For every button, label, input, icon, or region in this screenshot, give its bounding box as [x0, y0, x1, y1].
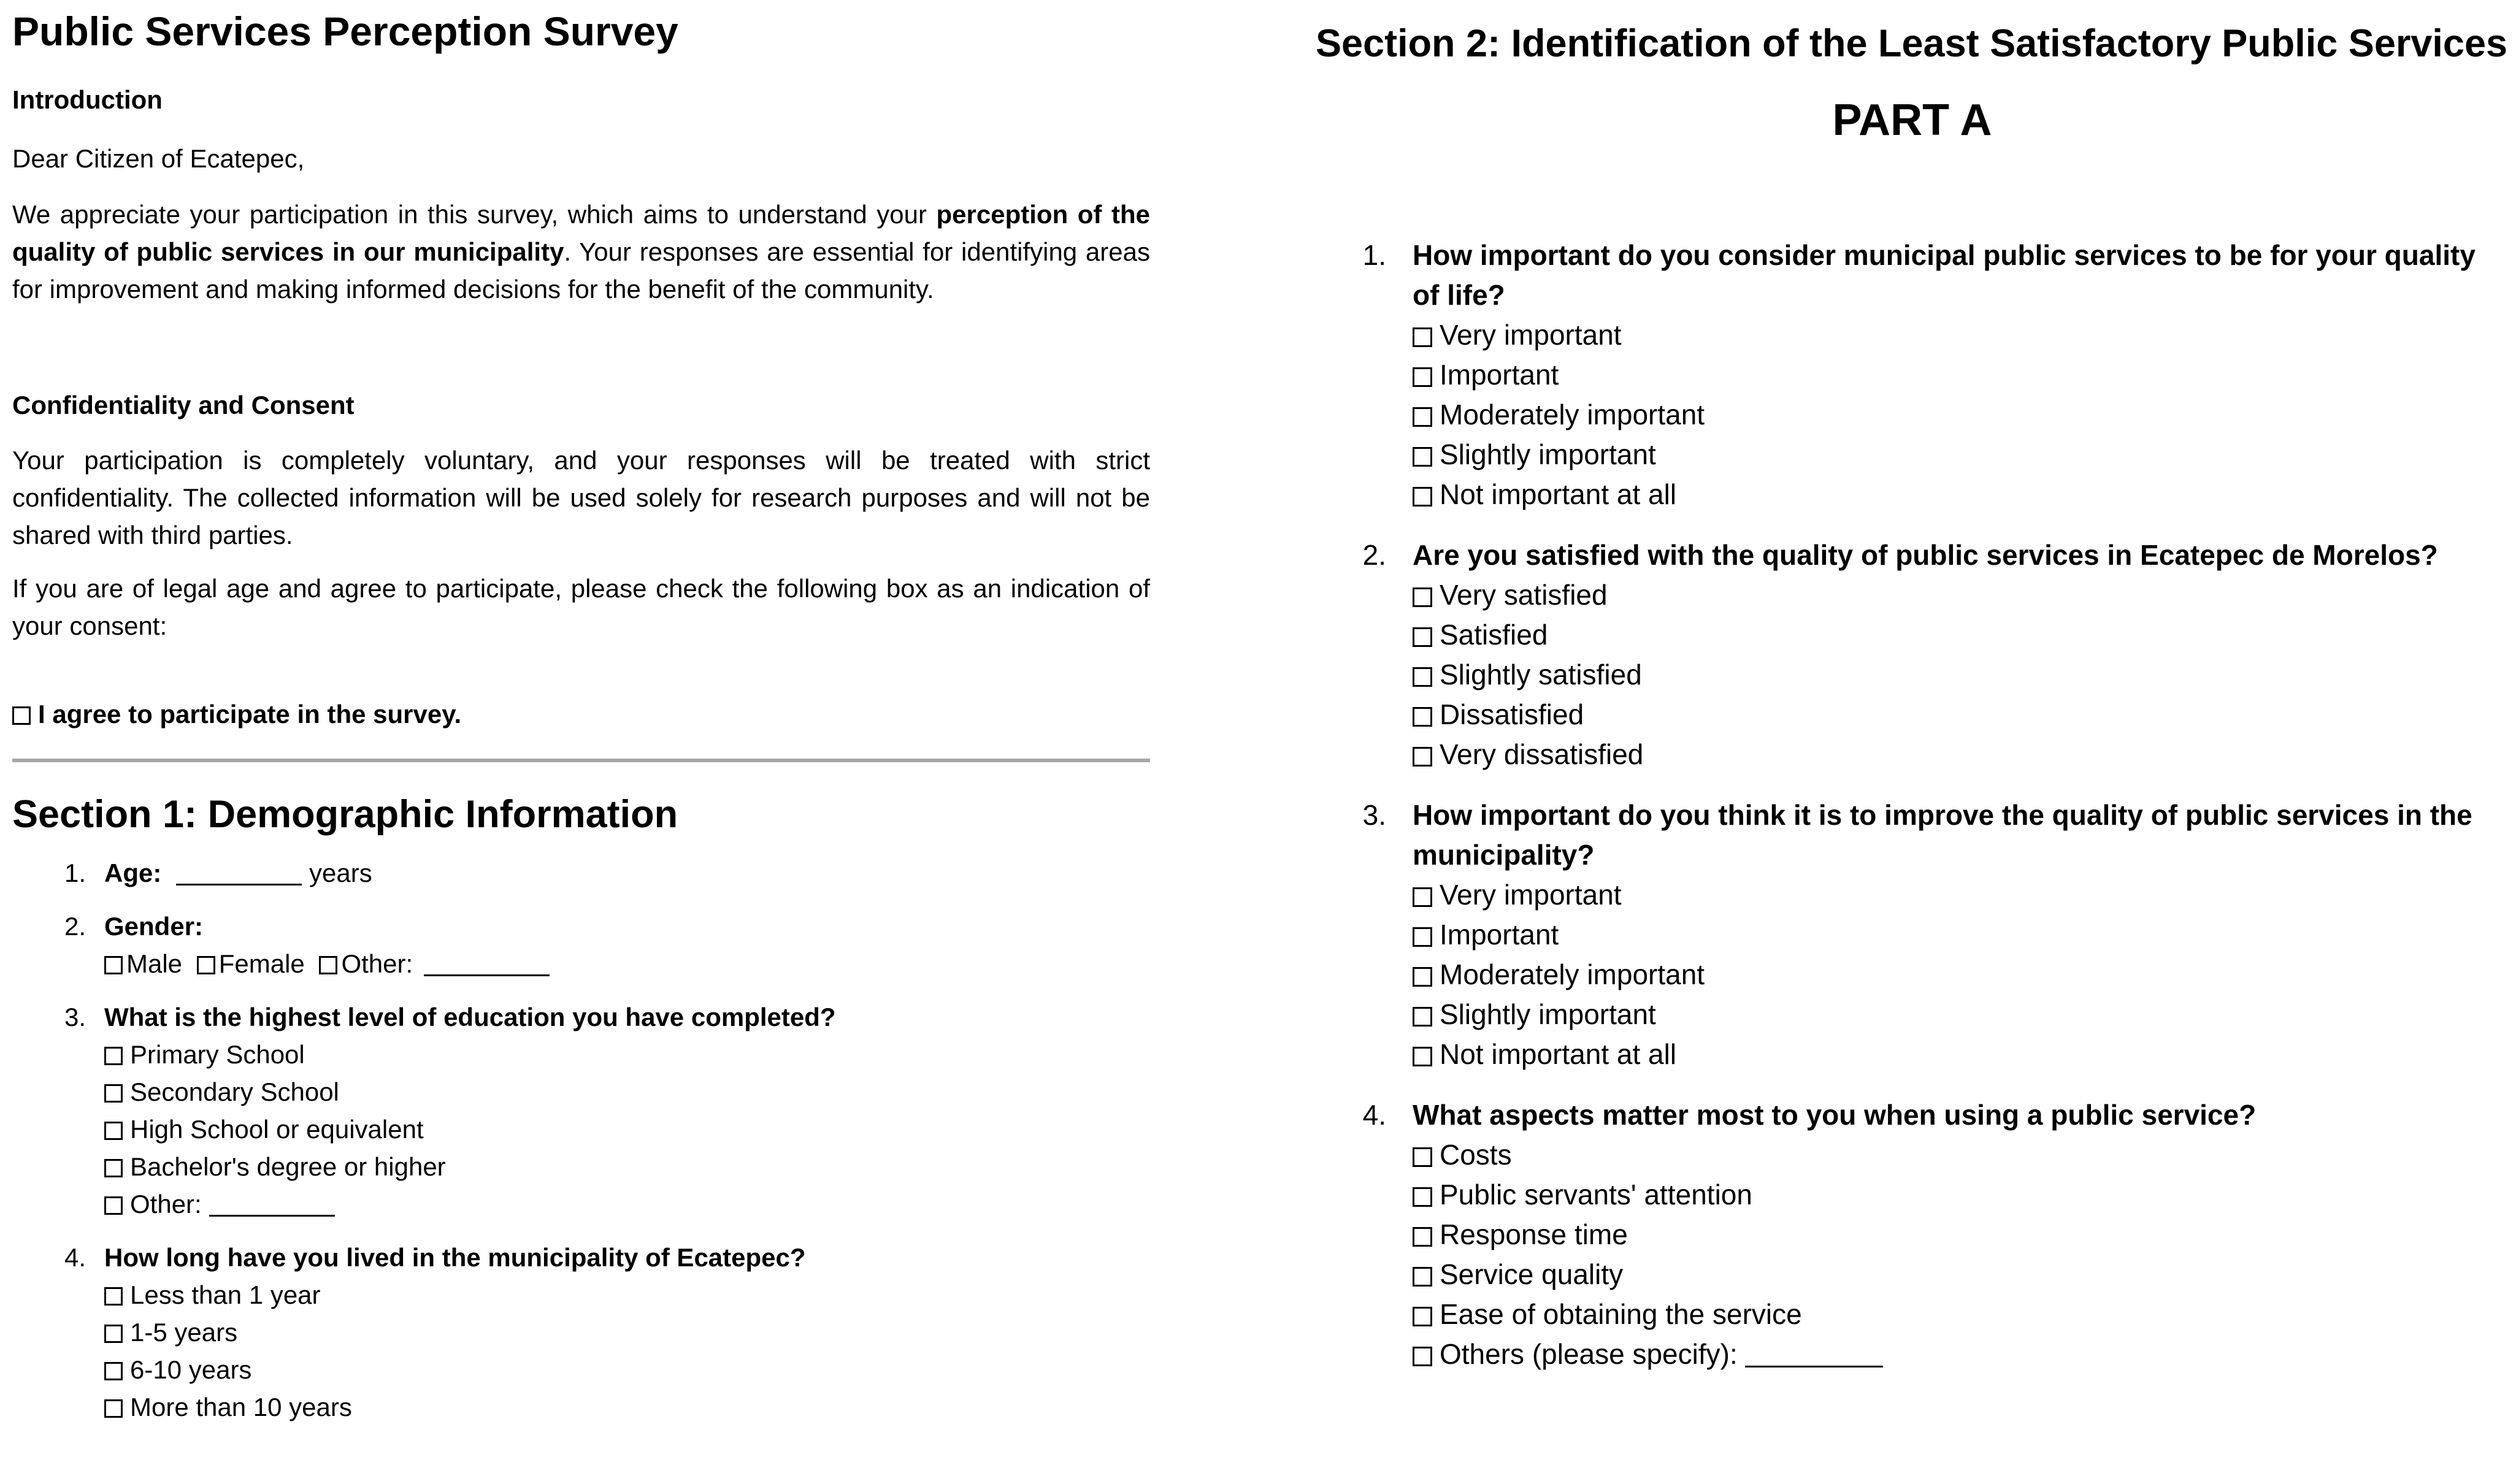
question-age: 1. Age: years — [64, 859, 372, 887]
checkbox-male[interactable] — [104, 956, 123, 974]
option-improve-moderately[interactable]: Moderately important — [1413, 955, 2509, 995]
option-others[interactable]: Others (please specify): — [1413, 1334, 2509, 1374]
intro-paragraph: We appreciate your participation in this survey, which aims to understand your perception of the quality of public services in our municipality. Your responses are essential for identifying areas for improvement and making informed decisions for the benefit of the community. — [12, 200, 1150, 304]
question-residence: 4. How long have you lived in the municipality of Ecatepec? Less than 1 year 1-5 years 6-10 years More than 10 years — [12, 1239, 1150, 1426]
option-6-10-years[interactable]: 6-10 years — [104, 1351, 1150, 1388]
part-a-title: PART A — [1832, 96, 1992, 145]
option-improve-important[interactable]: Important — [1413, 915, 2509, 955]
intro-heading: Introduction — [12, 85, 163, 114]
consent-checkbox-row[interactable] — [12, 697, 1150, 732]
page-title: Public Services Perception Survey — [12, 9, 678, 54]
section2-title: Section 2: Identification of the Least Satisfactory Public Services — [1316, 22, 2508, 65]
option-high-school[interactable]: High School or equivalent — [104, 1111, 1150, 1148]
checkbox-female[interactable] — [197, 956, 215, 974]
section1-questions — [12, 854, 1150, 1426]
option-primary[interactable]: Primary School — [104, 1036, 1150, 1073]
option-male[interactable]: Male — [104, 949, 186, 978]
section2-questions — [1316, 235, 2509, 1374]
option-very-important[interactable]: Very important — [1413, 315, 2509, 355]
option-service-quality[interactable]: Service quality — [1413, 1255, 2509, 1295]
option-other[interactable]: Other: — [319, 949, 553, 978]
question-importance: 1. How important do you consider municipal public services to be for your quality of life? Very important Important Moderately important Slightly important Not important at all — [1316, 235, 2509, 514]
left-column — [12, 0, 1150, 1426]
question-satisfaction: 2. Are you satisfied with the quality of public services in Ecatepec de Morelos? Very satisfied Satisfied Slightly satisfied Dissatisfied Very dissatisfied — [1316, 535, 2509, 775]
gender-other-input[interactable] — [424, 974, 550, 976]
option-ease-of-obtaining[interactable]: Ease of obtaining the service — [1413, 1295, 2509, 1334]
option-slightly-satisfied[interactable]: Slightly satisfied — [1413, 655, 2509, 695]
option-1-5-years[interactable]: 1-5 years — [104, 1314, 1150, 1351]
option-less-1-year[interactable]: Less than 1 year — [104, 1276, 1150, 1314]
option-improve-very-important[interactable]: Very important — [1413, 875, 2509, 915]
option-improve-not-important[interactable]: Not important at all — [1413, 1035, 2509, 1074]
option-satisfied[interactable]: Satisfied — [1413, 615, 2509, 655]
option-important[interactable]: Important — [1413, 355, 2509, 395]
option-very-satisfied[interactable]: Very satisfied — [1413, 575, 2509, 615]
question-aspects: 4. What aspects matter most to you when using a public service? Costs Public servants' attention Response time Service quality Ease of obtaining the service Others (please specify): — [1316, 1095, 2509, 1374]
option-female[interactable]: Female — [197, 949, 309, 978]
option-costs[interactable]: Costs — [1413, 1135, 2509, 1175]
option-moderately-important[interactable]: Moderately important — [1413, 395, 2509, 435]
intro-greeting: Dear Citizen of Ecatepec, — [12, 144, 305, 173]
right-column — [1316, 0, 2509, 1374]
option-not-important[interactable]: Not important at all — [1413, 475, 2509, 514]
option-more-10-years[interactable]: More than 10 years — [104, 1388, 1150, 1426]
others-specify-input[interactable] — [1745, 1365, 1883, 1367]
section1-title: Section 1: Demographic Information — [12, 793, 678, 836]
section-divider — [12, 759, 1150, 762]
option-dissatisfied[interactable]: Dissatisfied — [1413, 695, 2509, 735]
option-response-time[interactable]: Response time — [1413, 1215, 2509, 1255]
option-improve-slightly[interactable]: Slightly important — [1413, 995, 2509, 1035]
option-servants-attention[interactable]: Public servants' attention — [1413, 1175, 2509, 1215]
option-slightly-important[interactable]: Slightly important — [1413, 435, 2509, 475]
age-input[interactable] — [176, 883, 302, 885]
consent-checkbox-label: I agree to participate in the survey. — [38, 700, 462, 729]
consent-instruction: If you are of legal age and agree to participate, please check the following box as an indication of your consent: — [12, 574, 1150, 640]
confidentiality-paragraph: Your participation is completely voluntary, and your responses will be treated with strict confidentiality. The collected information will be used solely for research purposes and will not be shared with third parties. — [12, 446, 1150, 549]
option-education-other[interactable]: Other: — [104, 1185, 1150, 1223]
checkbox-other[interactable] — [319, 956, 337, 974]
consent-checkbox[interactable] — [12, 706, 31, 725]
question-education: 3. What is the highest level of education you have completed? Primary School Secondary School High School or equivalent Bachelor's degree or higher Other: — [12, 998, 1150, 1223]
option-secondary[interactable]: Secondary School — [104, 1073, 1150, 1111]
question-gender: 2. Gender: Male Female Other: — [12, 908, 1150, 982]
option-bachelor[interactable]: Bachelor's degree or higher — [104, 1148, 1150, 1185]
education-other-input[interactable] — [209, 1214, 335, 1217]
question-improvement: 3. How important do you think it is to improve the quality of public services in the municipality? Very important Important Moderately important Slightly important Not important at all — [1316, 795, 2509, 1074]
confidentiality-heading: Confidentiality and Consent — [12, 391, 355, 419]
option-very-dissatisfied[interactable]: Very dissatisfied — [1413, 735, 2509, 775]
